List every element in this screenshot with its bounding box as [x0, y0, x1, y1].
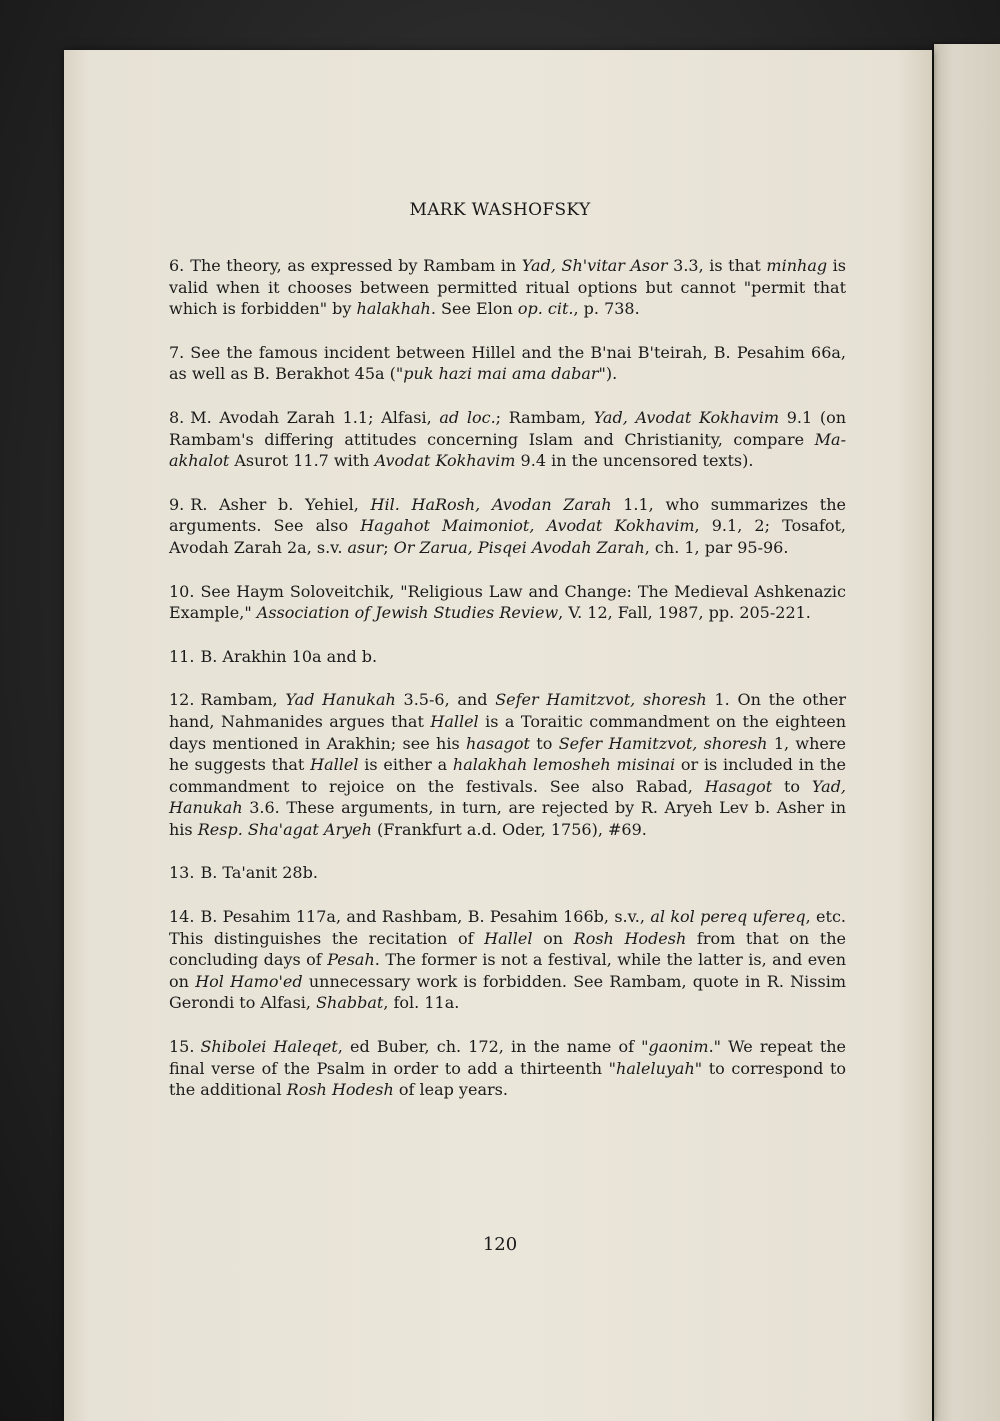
endnote-text: ").	[598, 364, 618, 384]
endnote-italic-text: puk hazi mai ama dabar	[403, 364, 599, 384]
endnote-italic-text: Sefer Hamitzvot, shoresh	[495, 690, 707, 710]
endnote	[169, 494, 846, 559]
endnote-italic-text: Rosh Hodesh	[286, 1080, 394, 1100]
endnote-italic-text: Avodat Kokhavim	[374, 451, 516, 471]
facing-page-edge	[934, 44, 1000, 1421]
endnote-text: The theory, as expressed by Rambam in	[190, 256, 522, 275]
endnote-text: 1. On the other hand, Nahmanides argues that	[169, 690, 847, 731]
endnote-italic-text: al kol pereq ufereq	[650, 907, 806, 927]
endnote-text: to	[529, 733, 559, 753]
endnote	[169, 689, 846, 840]
endnote-number: 12.	[169, 690, 195, 710]
endnote-text: 3.3, is that	[667, 256, 767, 275]
endnote	[169, 862, 846, 884]
endnote-italic-text: hasagot	[466, 733, 530, 753]
endnote-italic-text: Sefer Hamitzvot, shoresh	[558, 733, 768, 753]
endnote-italic-text: Resp. Sha'agat Aryeh	[197, 819, 372, 839]
endnote-italic-text: Yad, Avodat Kokhavim	[593, 407, 779, 427]
endnote-text: unnecessary work is forbidden. See Rambam, quote in R. Nissim Gerondi to Alfasi,	[169, 971, 847, 1013]
endnote-text: See Haym Soloveitchik, "Religious Law and Change: The Medieval Ashkenazic Example,"	[169, 581, 846, 623]
endnote-text: on	[532, 928, 574, 948]
endnote-text: (Frankfurt a.d. Oder, 1756), #69.	[371, 819, 647, 839]
endnote-text: 1, where he suggests that	[169, 733, 847, 775]
endnote	[169, 407, 846, 472]
endnote-text: is valid when it chooses between permitted ritual options but cannot "permit that which is forbidden" by	[169, 256, 847, 319]
endnote	[169, 646, 846, 668]
endnote-text: M. Avodah Zarah 1.1; Alfasi,	[190, 407, 440, 427]
endnote-text: from that on the concluding days of	[169, 928, 847, 970]
endnote-text: Asurot 11.7 with	[229, 451, 375, 471]
endnote-text: . The former is not a festival, while the latter is, and even on	[169, 950, 846, 991]
running-head: MARK WASHOFSKY	[409, 200, 591, 220]
endnote-italic-text: Hol Hamo'ed	[195, 971, 303, 991]
endnote	[169, 581, 846, 624]
endnote-italic-text: gaonim	[648, 1037, 709, 1057]
endnote-text: 1.1, who summarizes the arguments. See also	[169, 494, 846, 536]
endnote-text: to	[772, 776, 812, 796]
endnote-text: is a Toraitic commandment on the eighteen days mentioned in Arakhin; see his	[169, 711, 847, 753]
endnote-text: " to correspond to the additional	[169, 1058, 847, 1100]
page-number: 120	[482, 1234, 518, 1255]
endnote-italic-text: Pesah	[327, 950, 375, 970]
endnote	[169, 1036, 846, 1101]
endnote-italic-text: Hil. HaRosh, Avodan Zarah	[370, 494, 612, 514]
endnote-number: 9.	[169, 494, 185, 514]
endnote-text: B. Ta'anit 28b.	[200, 863, 318, 883]
endnote-text: See the famous incident between Hillel and the B'nai B'teirah, B. Pesahim 66a, as well as B. Berakhot 45a ("	[169, 342, 846, 384]
endnote-text: . See Elon	[430, 299, 518, 319]
endnote-italic-text: Shabbat	[316, 993, 384, 1013]
endnote	[169, 342, 846, 385]
endnote-italic-text: Hallel	[484, 928, 533, 948]
endnote-italic-text: Yad, Sh'vitar Asor	[521, 256, 668, 275]
endnote-text: , ed Buber, ch. 172, in the name of "	[337, 1037, 649, 1057]
endnote-italic-text: halakhah	[356, 299, 431, 319]
endnote-text: B. Pesahim 117a, and Rashbam, B. Pesahim 166b, s.v.,	[200, 907, 651, 927]
endnote-number: 11.	[169, 646, 195, 666]
endnote-italic-text: Hallel	[310, 755, 359, 775]
endnote-number: 14.	[169, 907, 195, 927]
endnote-text: B. Arakhin 10a and b.	[200, 646, 378, 666]
endnote-text: 3.6. These arguments, in turn, are rejected by R. Aryeh Lev b. Asher in his	[169, 798, 846, 839]
endnote-text: , 9.1, 2; Tosafot, Avodah Zarah 2a, s.v.	[169, 516, 847, 557]
endnote-italic-text: ad loc.	[439, 407, 496, 427]
endnote-text: R. Asher b. Yehiel,	[190, 494, 371, 514]
endnote-italic-text: Hagahot Maimoniot, Avodat Kokhavim	[360, 516, 695, 536]
endnote-number: 8.	[169, 407, 185, 427]
endnote	[169, 906, 846, 1014]
endnote-text: of leap years.	[393, 1080, 508, 1100]
endnote-text: , ch. 1, par 95-96.	[644, 537, 789, 557]
endnote-italic-text: Shibolei Haleqet	[200, 1037, 338, 1057]
endnote-text: ; Rambam,	[495, 407, 594, 427]
endnote-text: Rambam,	[200, 690, 286, 710]
endnote-italic-text: Yad Hanukah	[285, 690, 396, 710]
endnote-italic-text: Association of Jewish Studies Review	[256, 603, 559, 623]
endnote-number: 6.	[169, 256, 185, 275]
endnote-italic-text: Ma-akhalot	[169, 429, 846, 471]
endnotes-list	[169, 255, 846, 1123]
endnote-text: is either a	[358, 755, 453, 775]
endnote-italic-text: Yad, Hanukah	[169, 776, 847, 818]
endnote-italic-text: Rosh Hodesh	[573, 928, 687, 948]
endnote	[169, 255, 846, 320]
endnote-number: 13.	[169, 863, 195, 883]
endnote-text: 9.4 in the uncensored texts).	[515, 451, 754, 471]
endnote-number: 7.	[169, 342, 185, 362]
endnote-italic-text: halakhah lemosheh misinai	[452, 755, 676, 775]
endnote-text: or is included in the commandment to rejoice on the festivals. See also Rabad,	[169, 755, 847, 796]
endnote-italic-text: asur	[347, 537, 384, 557]
endnote-text: ;	[383, 537, 394, 557]
endnote-text: 9.1 (on Rambam's differing attitudes concerning Islam and Christianity, compare	[169, 407, 847, 449]
endnote-text: , p. 738.	[573, 299, 640, 319]
endnote-number: 10.	[169, 581, 195, 601]
endnote-text: , fol. 11a.	[383, 993, 460, 1013]
endnote-text: , etc. This distinguishes the recitation of	[169, 907, 846, 948]
endnote-text: 3.5-6, and	[395, 690, 496, 710]
endnote-text: ." We repeat the final verse of the Psalm in order to add a thirteenth "	[169, 1037, 847, 1078]
endnote-italic-text: haleluyah	[616, 1058, 695, 1078]
endnote-italic-text: op. cit.	[517, 299, 574, 319]
endnote-italic-text: Hallel	[430, 711, 479, 731]
endnote-number: 15.	[169, 1037, 195, 1057]
endnote-italic-text: Or Zarua, Pisqei Avodah Zarah	[393, 537, 645, 557]
endnote-text: , V. 12, Fall, 1987, pp. 205-221.	[558, 603, 811, 623]
endnote-italic-text: minhag	[766, 256, 828, 275]
endnote-italic-text: Hasagot	[704, 776, 773, 796]
